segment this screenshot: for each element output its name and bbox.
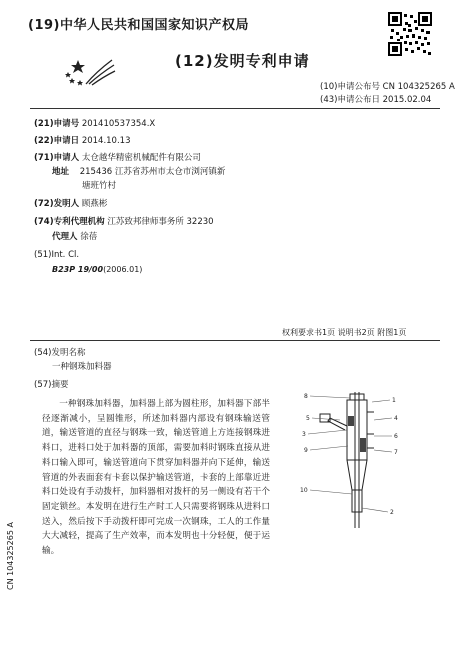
applicant-value: 太仓越华精密机械配件有限公司 (81, 153, 201, 163)
patent-agency-label: (74)专利代理机构 (34, 217, 105, 227)
patent-office-header: (19)中华人民共和国国家知识产权局 (28, 18, 249, 33)
invention-title-label: (54)发明名称 (34, 348, 86, 358)
side-publication-number: CN 104325265 A (6, 522, 15, 590)
applicant-label: (71)申请人 (34, 153, 80, 163)
address-line-1: 215436 江苏省苏州市太仓市浏河镇新 (79, 167, 226, 177)
section-divider (30, 340, 440, 341)
drawing-label-3: 3 (302, 431, 306, 438)
application-date-label: (22)申请日 (34, 136, 80, 146)
publication-number: (10)申请公布号 CN 104325265 A (320, 82, 455, 92)
drawing-label-7: 7 (394, 449, 398, 456)
application-number (34, 117, 155, 129)
address-label: 地址 (52, 167, 70, 177)
inventor-label: (72)发明人 (34, 199, 80, 209)
abstract-label: (57)摘要 (34, 380, 69, 390)
inventor (34, 197, 107, 209)
patent-agency (34, 215, 214, 227)
applicant (34, 151, 201, 163)
int-cl-year: (2006.01) (103, 265, 143, 274)
publication-date: (43)申请公布日 2015.02.04 (320, 95, 432, 105)
address-line-2: 塘班竹村 (82, 181, 117, 191)
drawing-label-10: 10 (300, 487, 308, 494)
header-divider (30, 108, 440, 109)
patent-agency-value: 江苏致邦律师事务所 32230 (107, 217, 214, 227)
agent (52, 230, 97, 242)
address (52, 165, 225, 177)
application-date (34, 134, 130, 146)
agent-value: 徐蓓 (80, 232, 98, 242)
int-cl-value (52, 265, 142, 274)
drawing-label-4: 4 (394, 415, 398, 422)
page-count-info: 权利要求书1页 说明书2页 附图1页 (282, 328, 407, 337)
abstract-text: 一种钢珠加料器，加料器上部为圆柱形，加料器下部半径逐渐减小，呈圆锥形，所述加料器内部设有钢珠输送管道，输送管道的直径与钢珠一致，输送管道上方连接钢珠进料口，进料口处于加料器的顶部，需要加料时钢珠直接从进料口输入即可，输送管道向下贯穿加料器并向下延伸，输送管道的外表面套有卡套以保护输送管道，卡套的上部靠近进料口处设有手动拨杆，加料器相对拨杆的另一侧设有若干个固定锁丝。本发明在进行生产时工人只需要将钢珠从进料口送入，然后按下手动拨杆即可完成一次钢珠，工人的工作量大大减轻，提高了生产效率，而本发明也十分轻便，便于运输。 (42, 399, 270, 557)
inventor-value: 顾燕彬 (81, 199, 108, 209)
application-date-value: 2014.10.13 (81, 136, 131, 146)
drawing-label-6: 6 (394, 433, 398, 440)
drawing-label-8: 8 (304, 393, 308, 400)
drawing-label-9: 9 (304, 447, 308, 454)
qr-code (388, 12, 432, 56)
int-cl-label: (51)Int. Cl. (34, 250, 80, 260)
national-emblem-logo (62, 56, 116, 88)
application-number-label: (21)申请号 (34, 119, 80, 129)
drawing-label-2: 2 (390, 509, 394, 516)
drawing-label-5: 5 (306, 415, 310, 422)
invention-title: 一种钢珠加料器 (52, 362, 112, 372)
application-number-value: 201410537354.X (81, 119, 156, 129)
drawing-label-1: 1 (392, 397, 396, 404)
technical-drawing (300, 390, 410, 540)
document-type-title: (12)发明专利申请 (175, 52, 310, 70)
int-cl-code: B23P 19/00 (52, 265, 104, 274)
agent-label: 代理人 (52, 232, 78, 242)
